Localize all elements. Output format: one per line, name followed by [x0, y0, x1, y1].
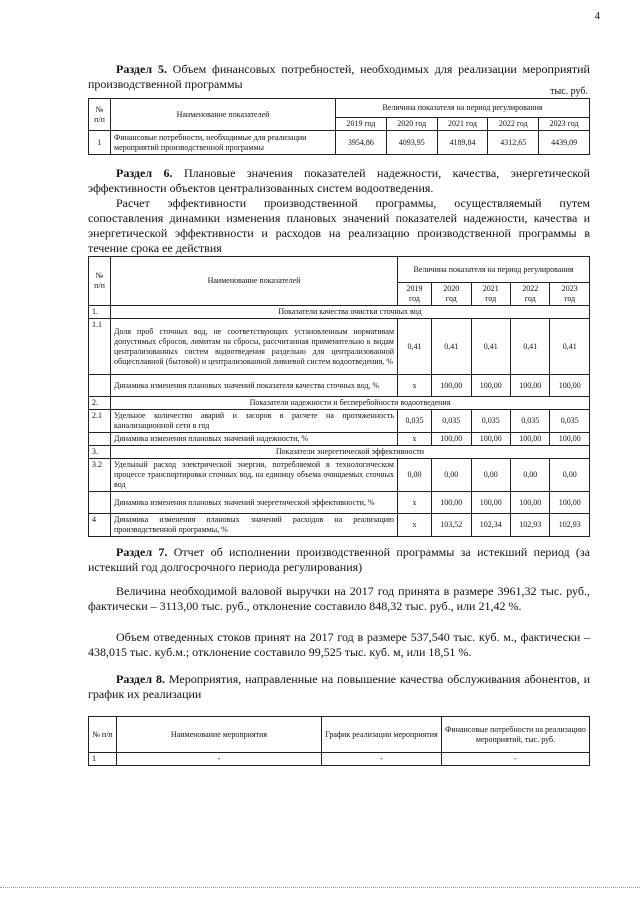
s6-h-period: Величина показателя на период регулирования [398, 257, 590, 283]
s6-r4-name: Динамика изменения плановых значений расходов на реализацию производственной программы, % [111, 514, 398, 537]
s6-r11-num: 1.1 [89, 319, 111, 375]
s6-value: 100,00 [550, 433, 590, 446]
s6-value: 102,93 [550, 514, 590, 537]
s6-value: 100,00 [432, 433, 471, 446]
s6-g1-title: Показатели качества очистки сточных вод [111, 306, 590, 319]
section8-table [88, 716, 590, 766]
s5-h-period: Величина показателя на период регулирования [336, 99, 590, 118]
s5-value: 3954,86 [336, 131, 387, 155]
s6-g3-num: 3. [89, 446, 111, 459]
section5-table [88, 98, 590, 155]
s6-value: 100,00 [432, 375, 471, 397]
s6-r11d-name: Динамика изменения плановых значений показателя качества сточных вод, % [111, 375, 398, 397]
s6-r32d-name: Динамика изменения плановых значений энергетической эффективности, % [111, 492, 398, 514]
table-row [89, 514, 590, 537]
s6-value: 103,52 [432, 514, 471, 537]
s6-value: 0,035 [550, 410, 590, 433]
s6-value: 0,41 [398, 319, 432, 375]
s5-year: 2022 год [488, 118, 539, 131]
table-row [89, 397, 590, 410]
s6-value: 100,00 [510, 433, 549, 446]
s6-value: 100,00 [432, 492, 471, 514]
s6-r4-num: 4 [89, 514, 111, 537]
table-row [89, 492, 590, 514]
table-row [89, 375, 590, 397]
s6-value: 0,00 [510, 459, 549, 492]
table-row [89, 433, 590, 446]
section7-paragraph-1: Величина необходимой валовой выручки на 2017 год принята в размере 3961,32 тыс. руб., фактически – 3113,00 тыс. руб., отклонение составило 848,32 тыс. руб., или 21,42 %. [88, 584, 590, 613]
s8-h-name: Наименование мероприятия [117, 717, 322, 753]
s5-year: 2019 год [336, 118, 387, 131]
s6-value: 0,41 [471, 319, 510, 375]
s5-value: 4189,84 [437, 131, 488, 155]
s6-value: 100,00 [550, 492, 590, 514]
s5-value: 4312,65 [488, 131, 539, 155]
table-row [89, 131, 590, 155]
section5-title [88, 62, 590, 92]
s6-value: 0,00 [471, 459, 510, 492]
table-row [89, 410, 590, 433]
section8-text: Мероприятия, направленные на повышение качества обслуживания абонентов, и график их реализации [88, 672, 590, 701]
section6-title [88, 166, 590, 196]
s6-value: 100,00 [510, 375, 549, 397]
section6-text: Плановые значения показателей надежности, качества, энергетической эффективности объектов централизованных систем водоотведения. [88, 166, 590, 195]
s6-value: 100,00 [510, 492, 549, 514]
s6-g3-title: Показатели энергетической эффективности [111, 446, 590, 459]
s6-year: 2022 год [510, 283, 549, 306]
s8-row-schedule: - [322, 753, 442, 766]
s6-value: х [398, 514, 432, 537]
s6-value: 0,035 [471, 410, 510, 433]
table-row [89, 459, 590, 492]
section7-title [88, 545, 590, 575]
s6-r21-name: Удельное количество аварий и засоров в расчете на протяженность канализационной сети в год [111, 410, 398, 433]
s6-value: 0,035 [510, 410, 549, 433]
s6-value: х [398, 433, 432, 446]
s6-value: 0,41 [510, 319, 549, 375]
s5-row-num: 1 [89, 131, 111, 155]
s6-value: х [398, 375, 432, 397]
s6-value: 100,00 [471, 375, 510, 397]
page-bottom-divider [0, 887, 640, 888]
s6-value: 0,00 [550, 459, 590, 492]
s6-value: 0,035 [432, 410, 471, 433]
s6-year: 2020 год [432, 283, 471, 306]
s8-row-fin: - [442, 753, 590, 766]
table-row [89, 753, 590, 766]
table-row [89, 446, 590, 459]
s8-row-num: 1 [89, 753, 117, 766]
s6-g1-num: 1. [89, 306, 111, 319]
s6-value: 100,00 [471, 433, 510, 446]
section7-label: Раздел 7. [116, 545, 168, 559]
s8-row-name: - [117, 753, 322, 766]
section8-title [88, 672, 590, 702]
section5-unit: тыс. руб. [550, 86, 588, 97]
s5-year: 2020 год [386, 118, 437, 131]
s8-h-schedule: График реализации мероприятия [322, 717, 442, 753]
s6-year: 2021 год [471, 283, 510, 306]
page-number: 4 [594, 10, 600, 22]
s6-g2-num: 2. [89, 397, 111, 410]
section6-label: Раздел 6. [116, 166, 173, 180]
s6-r21-num: 2.1 [89, 410, 111, 433]
s8-h-fin: Финансовые потребности на реализацию мероприятий, тыс. руб. [442, 717, 590, 753]
section6-paragraph: Расчет эффективности производственной программы, осуществляемый путем сопоставления динамики изменения плановых значений показателей надежности, качества и энергетической эффективности и расходов на реализацию производственной программы в течение срока ее действия [88, 196, 590, 255]
section5-text: Объем финансовых потребностей, необходимых для реализации мероприятий производственной программы [88, 62, 590, 91]
s5-year: 2023 год [539, 118, 590, 131]
s5-h-name: Наименование показателей [111, 99, 336, 131]
s6-value: х [398, 492, 432, 514]
s5-row-name: Финансовые потребности, необходимые для реализации мероприятий производственной программы [111, 131, 336, 155]
table-row [89, 319, 590, 375]
s6-value: 0,035 [398, 410, 432, 433]
s6-r11-name: Доля проб сточных вод, не соответствующих установленным нормативам допустимых сбросов, лимитам на сбросы, рассчитанная применительно к видам централизованных систем водоотведения раздельно для централизованной общесплавной (бытовой) и централизованной ливневой систем водоотведения, % [111, 319, 398, 375]
s6-year: 2023 год [550, 283, 590, 306]
s5-value: 4439,09 [539, 131, 590, 155]
s6-value: 0,00 [398, 459, 432, 492]
s6-value: 0,41 [550, 319, 590, 375]
s6-value: 102,93 [510, 514, 549, 537]
s6-r32-name: Удельный расход электрической энергии, потребляемой в технологическом процессе транспортировки сточных вод, на единицу объема очищаемых сточных вод [111, 459, 398, 492]
s6-value: 102,34 [471, 514, 510, 537]
s8-h-num: № п/п [89, 717, 117, 753]
s5-h-num: № п/п [89, 99, 111, 131]
s6-value: 100,00 [471, 492, 510, 514]
section8-label: Раздел 8. [116, 672, 165, 686]
s6-year: 2019 год [398, 283, 432, 306]
s6-r32-num: 3.2 [89, 459, 111, 492]
s6-value: 0,41 [432, 319, 471, 375]
s6-h-num: № п/п [89, 257, 111, 306]
section6-table [88, 256, 590, 537]
s6-h-name: Наименование показателей [111, 257, 398, 306]
s6-value: 100,00 [550, 375, 590, 397]
section5-label: Раздел 5. [116, 62, 167, 76]
table-row [89, 306, 590, 319]
s5-value: 4093,95 [386, 131, 437, 155]
section7-paragraph-2: Объем отведенных стоков принят на 2017 год в размере 537,540 тыс. куб. м., фактически – 438,015 тыс. куб.м.; отклонение составило 99,525 тыс. куб. м, или 18,51 %. [88, 630, 590, 659]
section7-text: Отчет об исполнении производственной программы за истекший период (за истекший год долгосрочного периода регулирования) [88, 545, 590, 574]
s6-g2-title: Показатели надежности и бесперебойности водоотведения [111, 397, 590, 410]
s5-year: 2021 год [437, 118, 488, 131]
s6-value: 0,00 [432, 459, 471, 492]
s6-r21d-name: Динамика изменения плановых значений надежности, % [111, 433, 398, 446]
